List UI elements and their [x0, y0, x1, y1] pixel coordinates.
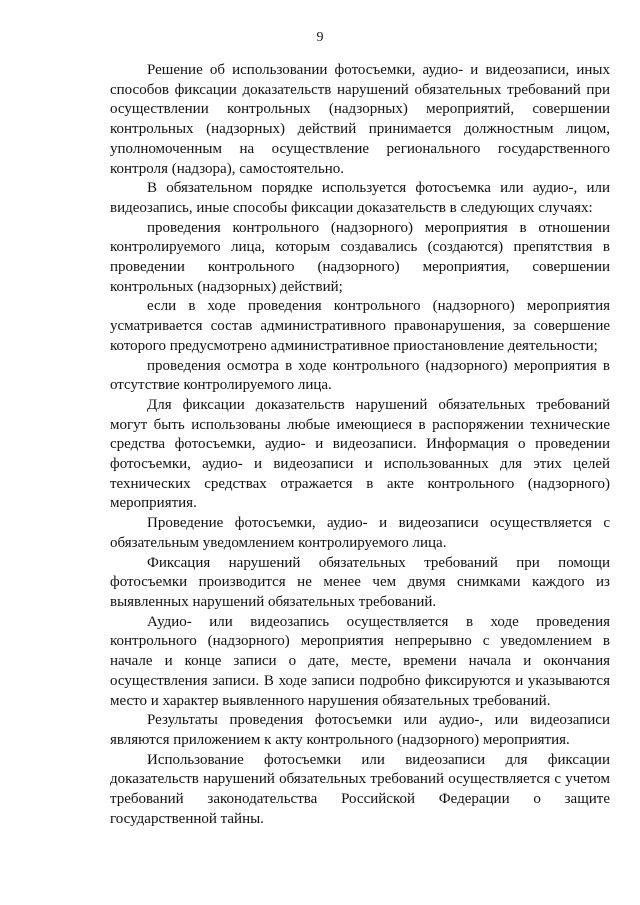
paragraph-decision-on-recording: Решение об использовании фотосъемки, аудио- и видеозаписи, иных способов фиксации доказательств нарушений обязательных требований при осуществлении контрольных (надзорных) мероприятий, совершении контрольных (надзорных) действий принимается должностным лицом, уполномоченным на осуществление регионального государственного контроля (надзора), самостоятельно. [110, 62, 610, 177]
paragraph-case-absence: проведения осмотра в ходе контрольного (надзорного) мероприятия в отсутствие контролируемого лица. [110, 357, 610, 394]
paragraph-notification: Проведение фотосъемки, аудио- и видеозаписи осуществляется с обязательным уведомлением контролируемого лица. [110, 515, 610, 551]
paragraph-photo-requirements: Фиксация нарушений обязательных требований при помощи фотосъемки производится не менее чем двумя снимками каждого из выявленных нарушений обязательных требований. [110, 554, 610, 610]
paragraph-results-attachment: Результаты проведения фотосъемки или аудио-, или видеозаписи являются приложением к акту контрольного (надзорного) мероприятия. [110, 712, 610, 748]
paragraph-mandatory-cases: В обязательном порядке используется фотосъемка или аудио-, или видеозапись, иные способы фиксации доказательств в следующих случаях: [110, 180, 610, 216]
page-number: 9 [316, 30, 324, 45]
paragraph-technical-means: Для фиксации доказательств нарушений обязательных требований могут быть использованы любые имеющиеся в распоряжении технические средства фотосъемки, аудио- и видеозаписи. Информация о проведении фотосъемки, аудио- и видеозаписи и использованных для этих целей технических средствах отражается в акте контрольного (надзорного) мероприятия. [110, 396, 610, 512]
paragraph-case-offense: если в ходе проведения контрольного (надзорного) мероприятия усматривается состав административного правонарушения, за совершение которого предусмотрено административное приостановление деятельности; [110, 298, 610, 354]
paragraph-case-obstruction: проведения контрольного (надзорного) мероприятия в отношении контролируемого лица, которым создавались (создаются) препятствия в проведении контрольного (надзорного) мероприятия, совершении контрольных (надзорных) действий; [110, 219, 610, 295]
paragraph-state-secret: Использование фотосъемки или видеозаписи для фиксации доказательств нарушений обязательных требований осуществляется с учетом требований законодательства Российской Федерации о защите государственной тайны. [110, 751, 610, 827]
paragraph-audio-video-recording: Аудио- или видеозапись осуществляется в ходе проведения контрольного (надзорного) мероприятия непрерывно с уведомлением в начале и конце записи о дате, месте, времени начала и окончания осуществления записи. В ходе записи подробно фиксируются и указываются место и характер выявленного нарушения обязательных требований. [110, 613, 610, 709]
document-body [110, 61, 610, 829]
